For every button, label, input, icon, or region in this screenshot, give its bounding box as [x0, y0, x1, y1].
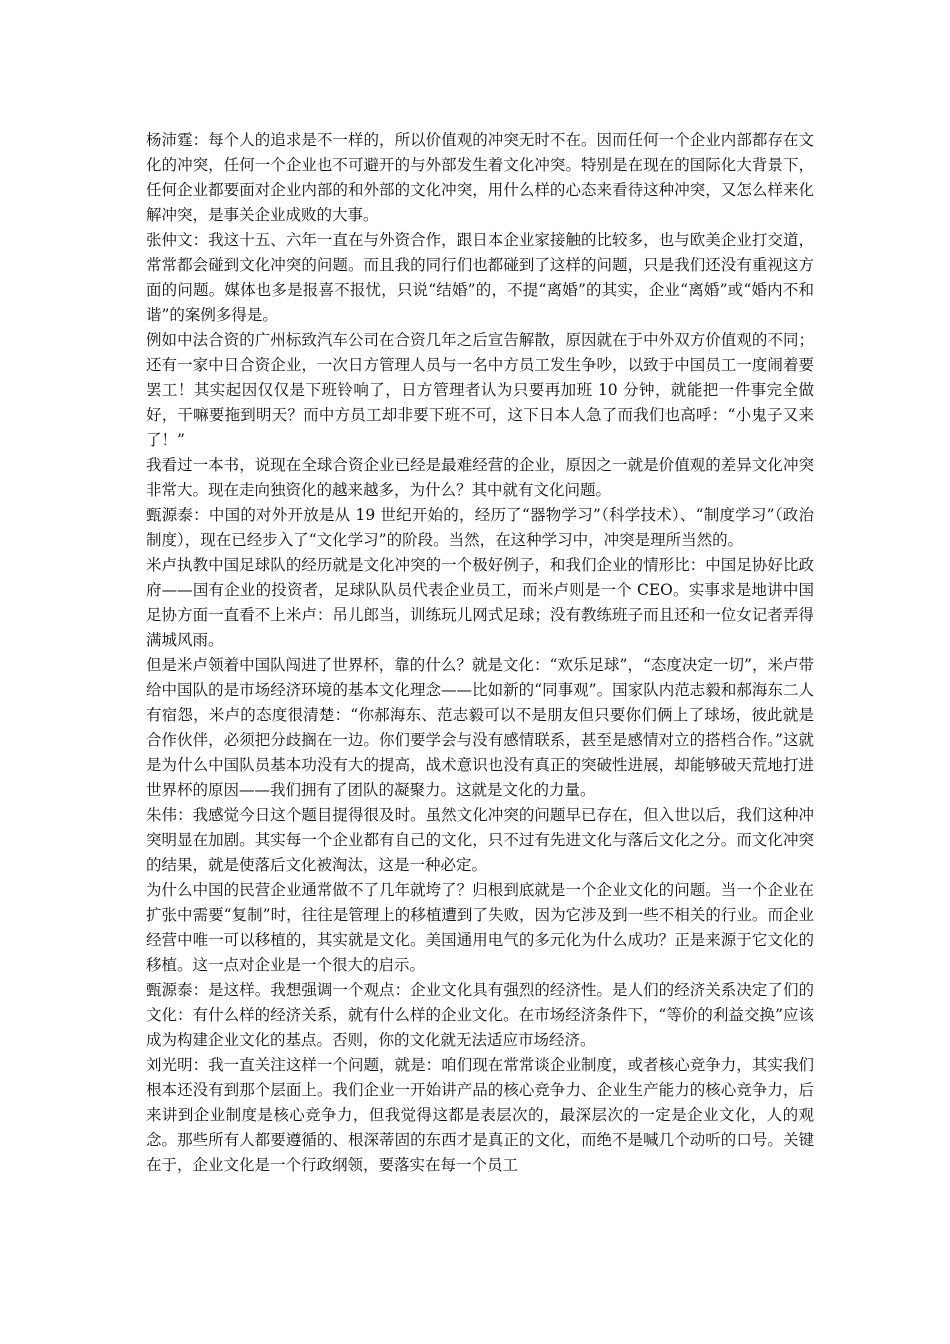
paragraph-milu-example: 米卢执教中国足球队的经历就是文化冲突的一个极好例子，和我们企业的情形比：中国足协好比政府——国有企业的投资者，足球队队员代表企业员工，而米卢则是一个 CEO。实事求是地讲中国足协方面一直看不上米卢：吊儿郎当，训练玩儿网式足球；没有教练班子而且还和一位女记者弄得满城风雨。 [146, 556, 814, 649]
paragraph-joint-venture-book: 我看过一本书，说现在全球合资企业已经是最难经营的企业，原因之一就是价值观的差异文化冲突非常大。现在走向独资化的越来越多，为什么？其中就有文化问题。 [146, 456, 814, 499]
paragraph-yang-peiting: 杨沛霆：每个人的追求是不一样的，所以价值观的冲突无时不在。因而任何一个企业内部都存在文化的冲突，任何一个企业也不可避开的与外部发生着文化冲突。特别是在现在的国际化大背景下，任何企业都要面对企业内部的和外部的文化冲突，用什么样的心态来看待这种冲突，又怎么样来化解冲突，是事关企业成败的大事。 [146, 131, 814, 224]
paragraph-liu-guangming: 刘光明：我一直关注这样一个问题，就是：咱们现在常常谈企业制度，或者核心竞争力，其实我们根本还没有到那个层面上。我们企业一开始讲产品的核心竞争力、企业生产能力的核心竞争力，后来讲到企业制度是核心竞争力，但我觉得这都是表层次的，最深层次的一定是企业文化，人的观念。那些所有人都要遵循的、根深蒂固的东西才是真正的文化，而绝不是喊几个动听的口号。关键在于，企业文化是一个行政纲领，要落实在每一个员工 [146, 1056, 814, 1174]
paragraph-zhang-zhongwen: 张仲文：我这十五、六年一直在与外资合作，跟日本企业家接触的比较多，也与欧美企业打交道，常常都会碰到文化冲突的问题。而且我的同行们也都碰到了这样的问题，只是我们还没有重视这方面的问题。媒体也多是报喜不报忧，只说“结婚”的，不提“离婚”的其实，企业“离婚”或“婚内不和谐”的案例多得是。 [146, 231, 814, 324]
paragraph-zhen-yuantai-1: 甄源泰：中国的对外开放是从 19 世纪开始的，经历了“器物学习”（科学技术）、“制度学习”（政治制度），现在已经步入了“文化学习”的阶段。当然，在这种学习中，冲突是理所当然的。 [146, 506, 814, 549]
paragraph-private-enterprise: 为什么中国的民营企业通常做不了几年就垮了？归根到底就是一个企业文化的问题。当一个企业在扩张中需要“复制”时，往往是管理上的移植遭到了失败，因为它涉及到一些不相关的行业。而企业经营中唯一可以移植的，其实就是文化。美国通用电气的多元化为什么成功？正是来源于它文化的移植。这一点对企业是一个很大的启示。 [146, 881, 814, 974]
paragraph-zhu-wei: 朱伟：我感觉今日这个题目提得很及时。虽然文化冲突的问题早已存在，但入世以后，我们这种冲突明显在加剧。其实每一个企业都有自己的文化，只不过有先进文化与落后文化之分。而文化冲突的结果，就是使落后文化被淘汰，这是一种必定。 [146, 806, 814, 874]
document-body [146, 128, 814, 1178]
paragraph-peugeot-example: 例如中法合资的广州标致汽车公司在合资几年之后宣告解散，原因就在于中外双方价值观的不同；还有一家中日合资企业，一次日方管理人员与一名中方员工发生争吵，以致于中国员工一度闹着要罢工！其实起因仅仅是下班铃响了，日方管理者认为只要再加班 10 分钟，就能把一件事完全做好，干嘛要拖到明天？而中方员工却非要下班不可，这下日本人急了而我们也高呼：“小鬼子又来了！” [146, 331, 814, 449]
paragraph-world-cup: 但是米卢领着中国队闯进了世界杯，靠的什么？就是文化：“欢乐足球”，“态度决定一切”，米卢带给中国队的是市场经济环境的基本文化理念——比如新的“同事观”。国家队内范志毅和郝海东二人有宿怨，米卢的态度很清楚：“你郝海东、范志毅可以不是朋友但只要你们俩上了球场，彼此就是合作伙伴，必须把分歧搁在一边。你们要学会与没有感情联系，甚至是感情对立的搭档合作。”这就是为什么中国队员基本功没有大的提高，战术意识也没有真正的突破性进展，却能够破天荒地打进世界杯的原因——我们拥有了团队的凝聚力。这就是文化的力量。 [146, 656, 814, 799]
paragraph-zhen-yuantai-2: 甄源泰：是这样。我想强调一个观点：企业文化具有强烈的经济性。是人们的经济关系决定了们的文化：有什么样的经济关系，就有什么样的企业文化。在市场经济条件下，“等价的利益交换”应该成为构建企业文化的基点。否则，你的文化就无法适应市场经济。 [146, 981, 814, 1049]
